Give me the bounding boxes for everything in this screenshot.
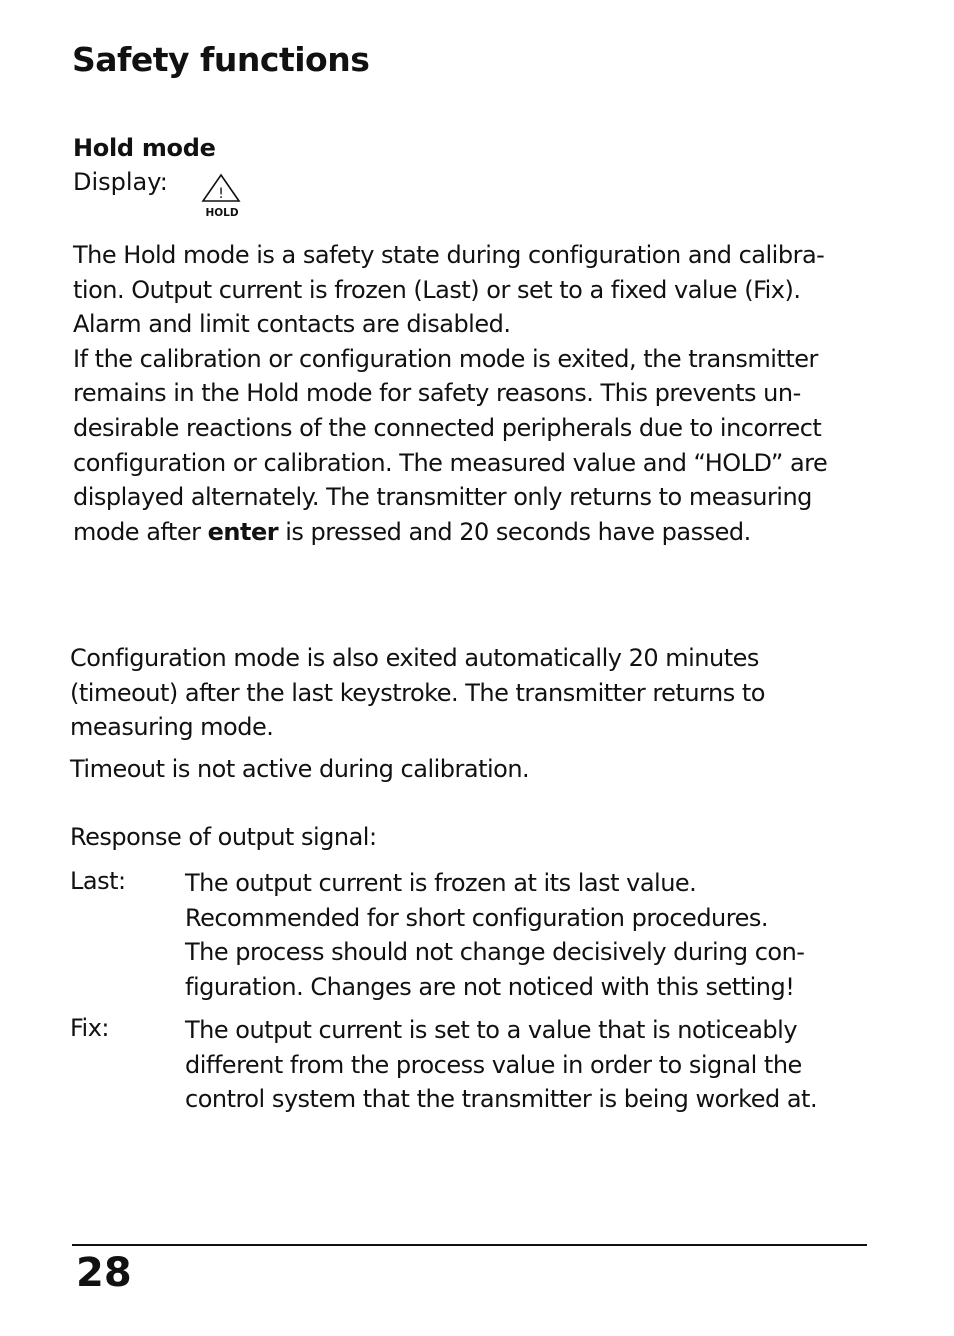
definition-line: The output current is frozen at its last value. [185,869,697,897]
hold-mode-paragraph [73,238,827,549]
response-heading: Response of output signal: [70,823,377,851]
paragraph-line: remains in the Hold mode for safety reasons. This prevents un- [73,379,801,408]
paragraph-line: (timeout) after the last keystroke. The transmitter returns to [70,678,765,707]
paragraph-line: tion. Output current is frozen (Last) or set to a fixed value (Fix). [73,275,801,304]
paragraph-line: configuration or calibration. The measured value and “HOLD” are [73,448,828,477]
definition-line: The process should not change decisively during con- [185,938,805,967]
page-title: Safety functions [72,40,370,79]
paragraph-line: desirable reactions of the connected peripherals due to incorrect [73,413,822,442]
definition-term-last: Last: [70,867,126,895]
timeout-note: Timeout is not active during calibration. [70,755,530,783]
hold-mode-heading: Hold mode [73,134,216,162]
paragraph-line: The Hold mode is a safety state during configuration and calibra- [73,241,825,269]
page-number: 28 [76,1250,132,1296]
hold-icon-mark: ! [218,186,224,202]
text-span: is pressed and 20 seconds have passed. [278,517,751,546]
paragraph-line: Configuration mode is also exited automatically 20 minutes [70,644,759,672]
definition-line: figuration. Changes are not noticed with this setting! [185,972,795,1001]
hold-icon-label: HOLD [205,207,239,219]
paragraph-line: Alarm and limit contacts are disabled. [73,310,511,339]
display-label: Display: [73,168,168,196]
enter-key-label: enter [207,517,279,546]
definition-term-fix: Fix: [70,1014,110,1042]
paragraph-line: If the calibration or configuration mode is exited, the transmitter [73,344,818,373]
text-span: mode after [73,517,208,546]
definition-last [185,866,804,1004]
definition-line: control system that the transmitter is being worked at. [185,1085,818,1114]
definition-line: different from the process value in order to signal the [185,1050,802,1079]
paragraph-line [73,515,827,550]
footer-rule [72,1244,867,1246]
timeout-paragraph [70,641,765,745]
warning-triangle-icon [200,172,244,220]
definition-fix [185,1013,817,1117]
definition-line: The output current is set to a value that is noticeably [185,1016,798,1044]
definition-line: Recommended for short configuration procedures. [185,903,769,932]
paragraph-line: measuring mode. [70,713,274,742]
paragraph-line: displayed alternately. The transmitter only returns to measuring [73,483,812,512]
